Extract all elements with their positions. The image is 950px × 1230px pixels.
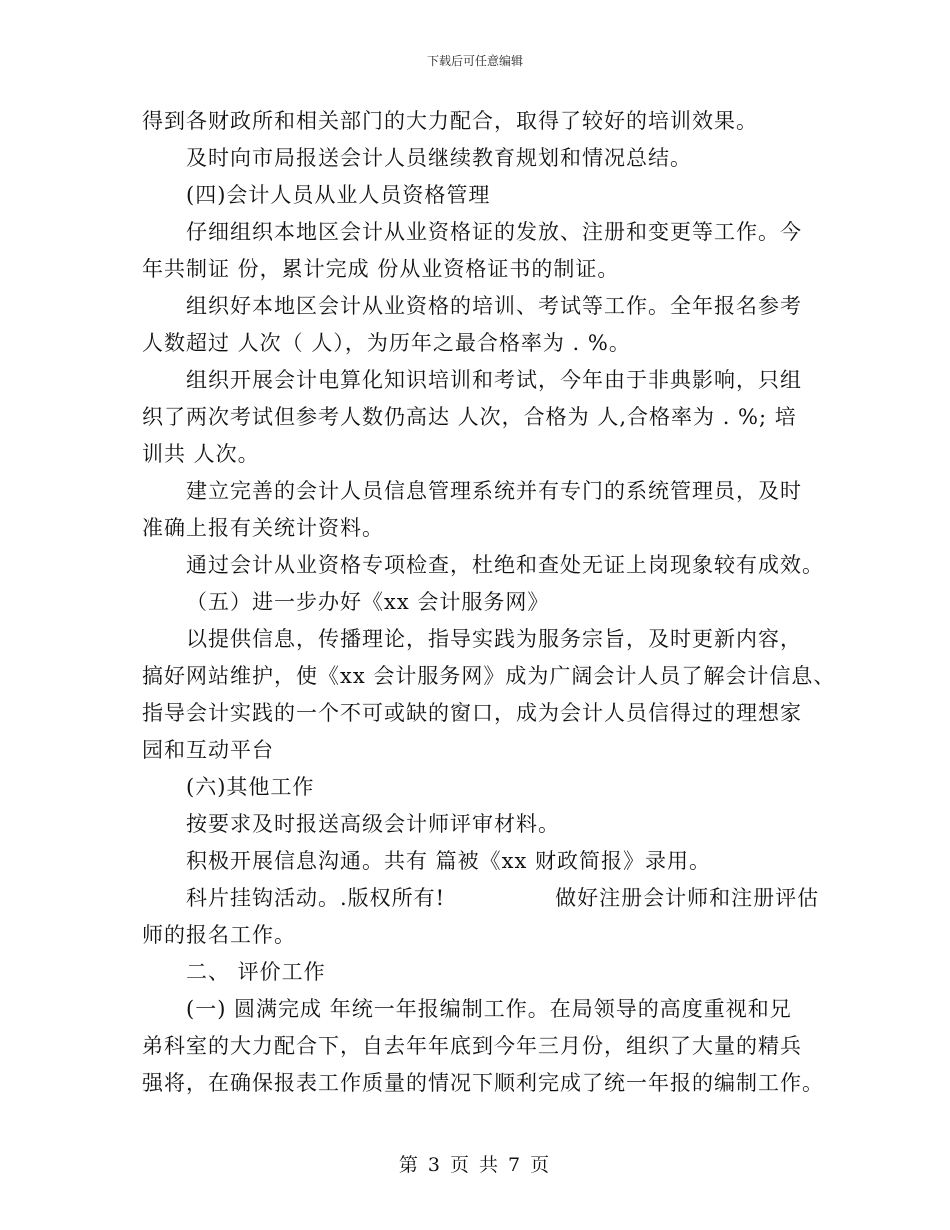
paragraph-line: 得到各财政所和相关部门的大力配合，取得了较好的培训效果。 — [142, 109, 758, 133]
paragraph-line: 准确上报有关统计资料。 — [142, 516, 384, 540]
paragraph-line: 搞好网站维护，使《xx 会计服务网》成为广阔会计人员了解会计信息、 — [142, 664, 836, 688]
paragraph-line: （五）进一步办好《xx 会计服务网》 — [186, 590, 550, 614]
paragraph-line: 园和互动平台 — [142, 738, 274, 762]
paragraph-line: 建立完善的会计人员信息管理系统并有专门的系统管理员，及时 — [186, 479, 802, 503]
paragraph-line: (六)其他工作 — [186, 775, 315, 799]
paragraph-line: 以提供信息，传播理论，指导实践为服务宗旨，及时更新内容， — [186, 627, 802, 651]
paragraph-line: 指导会计实践的一个不可或缺的窗口，成为会计人员信得过的理想家 — [142, 701, 802, 725]
paragraph-line: 强将，在确保报表工作质量的情况下顺利完成了统一年报的编制工作。 — [142, 1071, 824, 1095]
paragraph-line: 织了两次考试但参考人数仍高达 人次，合格为 人,合格率为 . %; 培 — [142, 405, 797, 429]
paragraph-line: (一) 圆满完成 年统一年报编制工作。在局领导的高度重视和兄 — [186, 997, 792, 1021]
paragraph-line: 训共 人次。 — [142, 442, 260, 466]
paragraph-line: 科片挂钩活动。.版权所有! 做好注册会计师和注册评估 — [186, 886, 820, 910]
paragraph-line: 及时向市局报送会计人员继续教育规划和情况总结。 — [186, 146, 692, 170]
paragraph-line: 二、 评价工作 — [186, 960, 326, 984]
paragraph-line: 仔细组织本地区会计从业资格证的发放、注册和变更等工作。今 — [186, 220, 802, 244]
page-header: 下载后可任意编辑 — [426, 54, 523, 68]
paragraph-line: 按要求及时报送高级会计师评审材料。 — [186, 812, 560, 836]
page-footer: 第 3 页 共 7 页 — [398, 1154, 552, 1176]
paragraph-line: 积极开展信息沟通。共有 篇被《xx 财政简报》录用。 — [186, 849, 712, 873]
paragraph-line: 人数超过 人次（ 人），为历年之最合格率为 . %。 — [142, 331, 631, 355]
paragraph-line: 通过会计从业资格专项检查，杜绝和查处无证上岗现象较有成效。 — [186, 553, 824, 577]
paragraph-line: 组织好本地区会计从业资格的培训、考试等工作。全年报名参考 — [186, 294, 802, 318]
paragraph-line: (四)会计人员从业人员资格管理 — [186, 183, 491, 207]
paragraph-line: 弟科室的大力配合下，自去年年底到今年三月份，组织了大量的精兵 — [142, 1034, 802, 1058]
paragraph-line: 组织开展会计电算化知识培训和考试，今年由于非典影响，只组 — [186, 368, 802, 392]
paragraph-line: 师的报名工作。 — [142, 923, 296, 947]
paragraph-line: 年共制证 份，累计完成 份从业资格证书的制证。 — [142, 257, 620, 281]
document-body — [142, 103, 836, 1102]
